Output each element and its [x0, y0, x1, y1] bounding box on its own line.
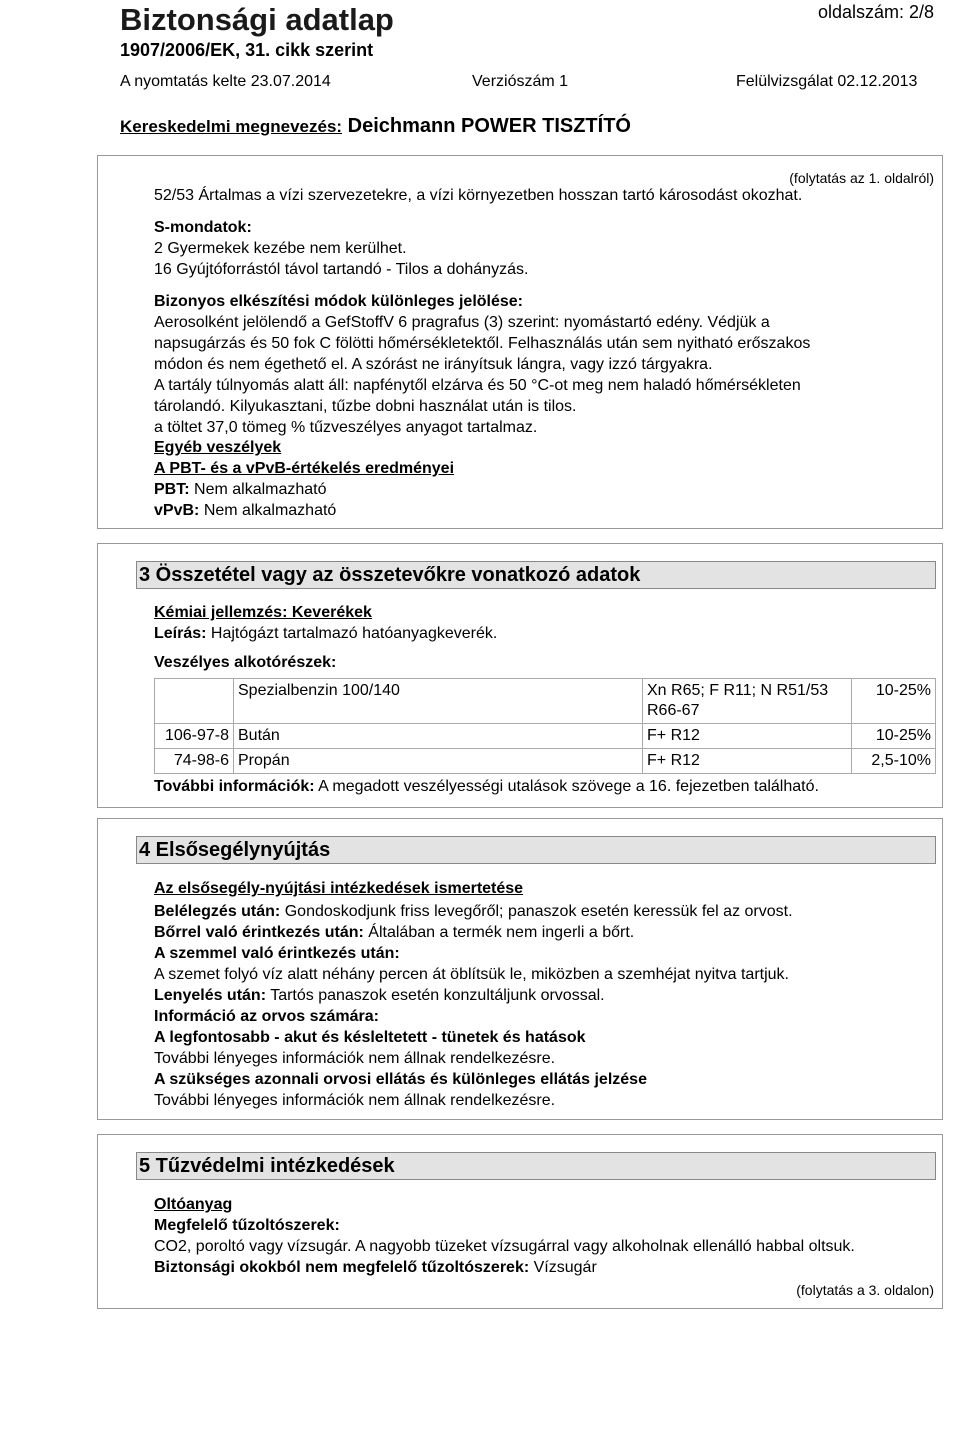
- vpvb-label: vPvB:: [154, 502, 200, 519]
- table-row: [155, 724, 936, 749]
- s-phrase-16: 16 Gyújtóforrástól távol tartandó - Tilos a dohányzás.: [154, 261, 529, 278]
- trade-name-label: Kereskedelmi megnevezés:: [120, 117, 343, 136]
- regulation-subtitle: 1907/2006/EK, 31. cikk szerint: [120, 40, 374, 60]
- cas-cell: 106-97-8: [155, 724, 234, 749]
- unsuitable-media-row: [154, 1258, 597, 1278]
- special-line: a töltet 37,0 tömeg % tűzveszélyes anyagot tartalmaz.: [154, 419, 538, 436]
- special-labelling-title: Bizonyos elkészítési módok különleges jelölése:: [154, 293, 524, 310]
- trade-name: Deichmann POWER TISZTÍTÓ: [347, 115, 631, 137]
- section4-heading: 4 Elsősegélynyújtás: [136, 836, 936, 864]
- skin-value: Általában a termék nem ingerli a bőrt.: [368, 924, 635, 941]
- section3-box: [97, 543, 943, 808]
- extinguishing-media-title: Oltóanyag: [154, 1196, 233, 1213]
- component-name: Bután: [234, 724, 643, 749]
- classification-cell: F+ R12: [643, 724, 852, 749]
- page-number: oldalszám: 2/8: [817, 2, 934, 22]
- pbt-value: Nem alkalmazható: [194, 481, 327, 498]
- inhalation-row: [154, 902, 793, 922]
- special-line: A tartály túlnyomás alatt áll: napfénytől elzárva és 50 °C-ot meg nem haladó hőmérsékleten: [154, 377, 801, 394]
- table-row: [155, 749, 936, 774]
- r-phrase: 52/53 Ártalmas a vízi szervezetekre, a vízi környezetben hosszan tartó károsodást okozhat.: [154, 187, 803, 204]
- cas-cell: [155, 679, 234, 724]
- component-name: Propán: [234, 749, 643, 774]
- trade-name-row: [120, 115, 631, 138]
- description-row: [154, 624, 497, 644]
- section3-heading: 3 Összetétel vagy az összetevőkre vonatkozó adatok: [136, 561, 936, 589]
- skin-row: [154, 923, 634, 943]
- components-table: [154, 678, 936, 774]
- suitable-media-value: CO2, poroltó vagy vízsugár. A nagyobb tüzeket vízsugárral vagy alkoholnak ellenálló habbal oltsuk.: [154, 1238, 855, 1255]
- symptoms-title: A legfontosabb - akut és késleltetett - tünetek és hatások: [154, 1029, 586, 1046]
- suitable-media-label: Megfelelő tűzoltószerek:: [154, 1217, 340, 1234]
- continued-on: (folytatás a 3. oldalon): [796, 1282, 934, 1298]
- print-date: A nyomtatás kelte 23.07.2014: [120, 73, 331, 90]
- vpvb-row: [154, 501, 336, 521]
- component-name: Spezialbenzin 100/140: [234, 679, 643, 724]
- ingestion-value: Tartós panaszok esetén konzultáljunk orvossal.: [270, 987, 605, 1004]
- pbt-row: [154, 480, 327, 500]
- further-info-label: További információk:: [154, 778, 315, 795]
- special-line: tárolandó. Kilyukasztani, tűzbe dobni használat után is tilos.: [154, 398, 577, 415]
- classification-cell: [643, 679, 852, 724]
- unsuitable-media-value: Vízsugár: [533, 1259, 597, 1276]
- revision-date: Felülvizsgálat 02.12.2013: [736, 73, 918, 90]
- special-line: napsugárzás és 50 fok C fölötti hőmérsékletektől. Felhasználás után sem nyitható erőszakos: [154, 335, 811, 352]
- special-line: módon és nem égethető el. A szórást ne irányítsuk lángra, vagy izzó tárgyakra.: [154, 356, 713, 373]
- first-aid-subheading: Az elsősegély-nyújtási intézkedések ismertetése: [154, 880, 524, 897]
- concentration-cell: 10-25%: [852, 679, 936, 724]
- ingestion-row: [154, 986, 605, 1006]
- other-hazards-title: Egyéb veszélyek: [154, 439, 282, 456]
- doctor-info-title: Információ az orvos számára:: [154, 1008, 379, 1025]
- special-line: Aerosolként jelölendő a GefStoffV 6 pragrafus (3) szerint: nyomástartó edény. Védjük a: [154, 314, 770, 331]
- treatment-value: További lényeges információk nem állnak rendelkezésre.: [154, 1092, 556, 1109]
- inhalation-label: Belélegzés után:: [154, 903, 281, 920]
- eye-contact-label: A szemmel való érintkezés után:: [154, 945, 400, 962]
- chemical-characterization: Kémiai jellemzés: Keverékek: [154, 604, 372, 621]
- vpvb-value: Nem alkalmazható: [203, 502, 337, 519]
- s-phrase-2: 2 Gyermekek kezébe nem kerülhet.: [154, 240, 407, 257]
- unsuitable-media-label: Biztonsági okokból nem megfelelő tűzoltószerek:: [154, 1259, 530, 1276]
- description-label: Leírás:: [154, 625, 207, 642]
- document-title: Biztonsági adatlap: [120, 2, 394, 37]
- symptoms-value: További lényeges információk nem állnak rendelkezésre.: [154, 1050, 556, 1067]
- further-info-row: [154, 777, 819, 797]
- section4-box: [97, 818, 943, 1120]
- table-row: [155, 679, 936, 724]
- ingestion-label: Lenyelés után:: [154, 987, 267, 1004]
- pbt-vpvb-title: A PBT- és a vPvB-értékelés eredményei: [154, 460, 455, 477]
- description-value: Hajtógázt tartalmazó hatóanyagkeverék.: [210, 625, 498, 642]
- s-phrases-title: S-mondatok:: [154, 219, 252, 236]
- classification-line: Xn R65; F R11; N R51/53: [647, 682, 829, 699]
- classification-cell: F+ R12: [643, 749, 852, 774]
- further-info-value: A megadott veszélyességi utalások szövege a 16. fejezetben található.: [318, 778, 819, 795]
- inhalation-value: Gondoskodjunk friss levegőről; panaszok esetén keressük fel az orvost.: [284, 903, 793, 920]
- concentration-cell: 2,5-10%: [852, 749, 936, 774]
- continued-from: (folytatás az 1. oldalról): [789, 170, 934, 186]
- section2-continuation: [97, 155, 943, 529]
- skin-label: Bőrrel való érintkezés után:: [154, 924, 364, 941]
- eye-contact-value: A szemet folyó víz alatt néhány percen át öblítsük le, miközben a szemhéjat nyitva tartjuk.: [154, 966, 789, 983]
- version: Verziószám 1: [472, 73, 569, 90]
- section5-box: [97, 1134, 943, 1309]
- pbt-label: PBT:: [154, 481, 190, 498]
- hazardous-components-title: Veszélyes alkotórészek:: [154, 654, 337, 671]
- classification-line: R66-67: [647, 702, 700, 719]
- treatment-title: A szükséges azonnali orvosi ellátás és különleges ellátás jelzése: [154, 1071, 647, 1088]
- cas-cell: 74-98-6: [155, 749, 234, 774]
- concentration-cell: 10-25%: [852, 724, 936, 749]
- section5-heading: 5 Tűzvédelmi intézkedések: [136, 1152, 936, 1180]
